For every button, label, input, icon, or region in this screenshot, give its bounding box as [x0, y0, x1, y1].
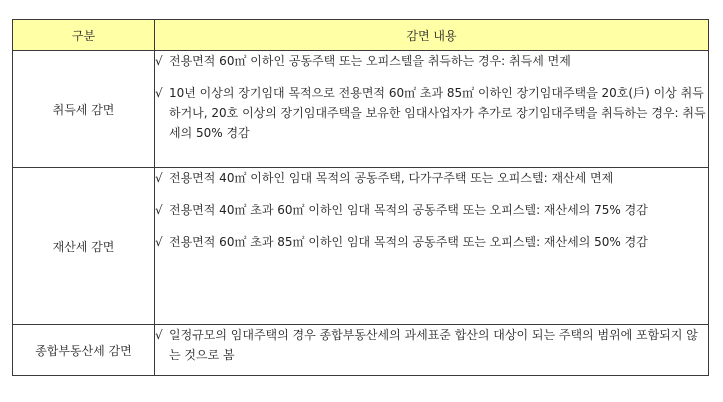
- check-mark-icon: √: [155, 235, 163, 249]
- item-text: 일정규모의 임대주택의 경우 종합부동산세의 과세표준 합산의 대상이 되는 주택의 범위에 포함되지 않는 것으로 봄: [169, 328, 698, 362]
- check-mark-icon: √: [155, 86, 163, 100]
- category-cell: 취득세 감면: [13, 51, 155, 168]
- header-row: [13, 20, 709, 51]
- check-mark-icon: √: [155, 171, 163, 185]
- item-text: 10년 이상의 장기임대 목적으로 전용면적 60㎡ 초과 85㎡ 이하인 장기임대주택을 20호(戶) 이상 취득하거나, 20호 이상의 장기임대주택을 보유한 임대사업자가 추가로 장기임대주택을 취득하는 경우: 취득세의 50% 경감: [169, 86, 706, 140]
- content-cell: [155, 51, 709, 168]
- item-text: 전용면적 60㎡ 초과 85㎡ 이하인 임대 목적의 공동주택 또는 오피스텔: 재산세의 50% 경감: [169, 235, 648, 249]
- list-item: [155, 232, 708, 252]
- item-text: 전용면적 40㎡ 초과 60㎡ 이하인 임대 목적의 공동주택 또는 오피스텔: 재산세의 75% 경감: [169, 203, 648, 217]
- category-cell: 종합부동산세 감면: [13, 325, 155, 376]
- list-item: [155, 200, 708, 220]
- check-mark-icon: √: [155, 54, 163, 68]
- header-content: 감면 내용: [155, 20, 709, 51]
- check-mark-icon: √: [155, 203, 163, 217]
- content-cell: [155, 325, 709, 376]
- list-item: [155, 83, 708, 143]
- table-row-acquisition-tax: [13, 51, 709, 168]
- table-row-property-tax: [13, 168, 709, 325]
- category-cell: 재산세 감면: [13, 168, 155, 325]
- list-item: [155, 51, 708, 71]
- content-cell: [155, 168, 709, 325]
- item-text: 전용면적 60㎡ 이하인 공동주택 또는 오피스텔을 취득하는 경우: 취득세 면제: [169, 54, 571, 68]
- header-category: 구분: [13, 20, 155, 51]
- tax-reduction-table: [12, 19, 709, 376]
- item-text: 전용면적 40㎡ 이하인 임대 목적의 공동주택, 다가구주택 또는 오피스텔: 재산세 면제: [169, 171, 614, 185]
- table-row-comprehensive-real-estate-tax: [13, 325, 709, 376]
- check-mark-icon: √: [155, 328, 163, 342]
- list-item: [155, 325, 708, 365]
- list-item: [155, 168, 708, 188]
